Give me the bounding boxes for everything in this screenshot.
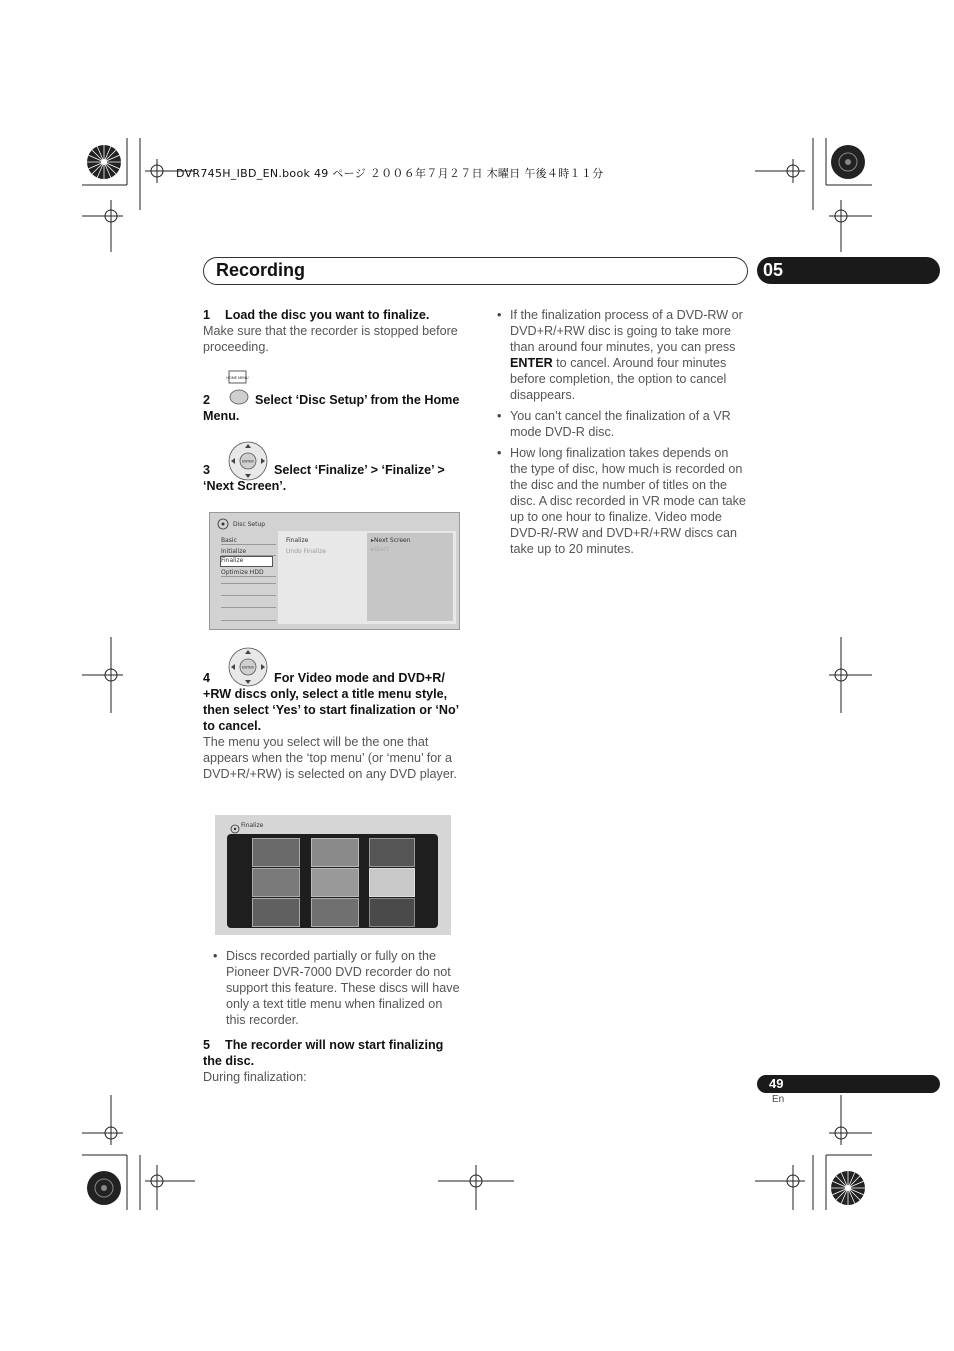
title-menu-grid <box>227 834 438 928</box>
step-title: Select ‘Disc Setup’ from the Home Menu. <box>203 393 460 423</box>
menu-item-basic[interactable]: Basic <box>221 537 276 545</box>
right-bullets <box>497 307 747 562</box>
step-1 <box>203 307 465 355</box>
print-header: DVR745H_IBD_EN.book 49 ページ ２００６年７月２７日 木曜日 午後４時１１分 <box>176 167 604 180</box>
step-number: 2 <box>203 393 211 407</box>
disc-setup-screen <box>209 512 460 630</box>
page-number-badge <box>757 1075 940 1093</box>
bullet-text: If the finalization process of a DVD-RW or DVD+R/+RW disc is going to take more than around four minutes, you can press <box>510 308 743 354</box>
menu-style-thumb[interactable] <box>311 898 359 927</box>
disc-icon <box>216 517 230 535</box>
step-body: During finalization: <box>203 1070 307 1084</box>
finalize-screen <box>215 815 451 935</box>
section-title-bar <box>203 257 748 285</box>
step-number: 5 <box>203 1038 211 1052</box>
step-body: The menu you select will be the one that appears when the ‘top menu’ (or ‘menu’ for a DVD+R/+RW) is selected on any DVD player. <box>203 735 457 781</box>
bullet-item <box>497 307 747 403</box>
menu-style-thumb[interactable] <box>369 838 415 867</box>
menu-style-thumb[interactable] <box>252 838 300 867</box>
menu-style-thumb[interactable] <box>311 868 359 897</box>
step-number: 1 <box>203 308 211 322</box>
menu-style-thumb[interactable] <box>369 898 415 927</box>
bullet-item: • How long finalization takes depends on the type of disc, how much is recorded on the disc and the number of titles on the disc. A disc recorded in VR mode can take up to one hour to finalize. Video mode DVD-R/-RW and DVD+R/+RW discs can take up to 20 minutes. <box>497 445 747 557</box>
submenu-finalize[interactable]: Finalize <box>286 537 309 544</box>
bullet-item: • You can’t cancel the finalization of a VR mode DVD-R disc. <box>497 408 747 440</box>
submenu-undo-finalize[interactable]: Undo Finalize <box>286 548 326 555</box>
option-label: Next Screen <box>374 537 411 544</box>
step-title: For Video mode and DVD+R/ +RW discs only, select a title menu style, then select ‘Yes’ to start finalization or ‘No’ to cancel. <box>203 671 459 733</box>
step-title: Select ‘Finalize’ > ‘Finalize’ > ‘Next Screen’. <box>203 463 445 493</box>
bullet-text: to cancel. Around four minutes before completion, the option to cancel disappears. <box>510 356 727 402</box>
bullet-item: • Discs recorded partially or fully on the Pioneer DVR-7000 DVD recorder do not support this feature. These discs will have only a text title menu when finalized on this recorder. <box>213 948 465 1028</box>
icon-label: ENTER <box>242 665 254 670</box>
menu-style-thumb[interactable] <box>252 868 300 897</box>
menu-item-finalize[interactable]: Finalize <box>220 556 273 567</box>
menu-item-optimize-hdd[interactable]: Optimize HDD <box>221 569 276 577</box>
option-start[interactable]: ▸Start <box>371 546 389 553</box>
step-body: Make sure that the recorder is stopped before proceeding. <box>203 324 458 354</box>
menu-style-thumb[interactable] <box>369 868 415 897</box>
section-title: Recording <box>216 260 306 280</box>
step-number: 3 <box>203 463 211 477</box>
menu-style-thumb[interactable] <box>311 838 359 867</box>
option-next-screen[interactable]: ▸Next Screen <box>371 537 411 544</box>
screen-title: Disc Setup <box>233 521 266 528</box>
step-title: The recorder will now start finalizing the disc. <box>203 1038 444 1068</box>
icon-label: HOME MENU <box>226 376 249 380</box>
option-label: Start <box>374 546 389 553</box>
menu-dividers <box>221 583 276 621</box>
language-label: En <box>772 1094 785 1105</box>
menu-style-thumb[interactable] <box>252 898 300 927</box>
screen-title: Finalize <box>241 822 264 829</box>
page-number: 49 <box>769 1076 784 1091</box>
enter-key-label: ENTER <box>510 356 553 370</box>
menu-item-initialize[interactable]: Initialize <box>221 548 276 556</box>
step-5 <box>203 1037 465 1085</box>
chapter-badge <box>757 257 940 284</box>
step-4 <box>203 670 465 782</box>
step-2 <box>203 392 465 424</box>
left-bullets <box>213 948 465 1033</box>
chapter-number: 05 <box>763 260 784 280</box>
icon-label: ENTER <box>242 459 254 464</box>
step-title: Load the disc you want to finalize. <box>225 308 430 322</box>
step-number: 4 <box>203 671 211 685</box>
